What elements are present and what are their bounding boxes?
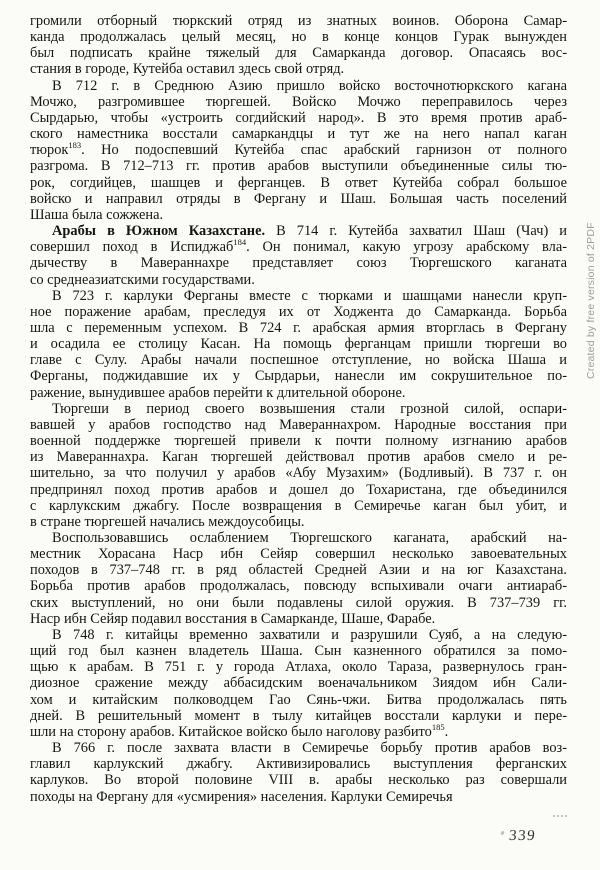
text-line xyxy=(30,29,567,45)
text-run: щий год был казнен владетель Шаша. Сын казненного обратился за помо- xyxy=(30,643,567,660)
text-run: ского наместника восстали самаркандцы и тут же на него напал каган xyxy=(30,126,567,143)
scan-artifact xyxy=(553,812,567,817)
text-run: из Мавераннахра. Каган тюргешей действовал против арабов смело и ре- xyxy=(30,449,567,466)
text-run: был подписать крайне тяжелый для Самарканда договор. Опасаясь вос- xyxy=(30,45,567,62)
text-line xyxy=(30,191,567,207)
text-line xyxy=(30,643,567,659)
text-line xyxy=(30,530,567,546)
text-run: карлуков. Во второй половине VIII в. арабы несколько раз совершали xyxy=(30,772,567,789)
text-line xyxy=(30,433,567,449)
text-line xyxy=(30,465,567,481)
text-run: ное поражение арабам, преследуя их от Ходжента до Самарканда. Борьба xyxy=(30,303,567,320)
text-run: В 723 г. карлуки Ферганы вместе с тюрками и шашцами нанесли круп- xyxy=(52,287,567,304)
text-line xyxy=(30,514,567,530)
text-line xyxy=(30,595,567,611)
text-line xyxy=(30,385,567,401)
text-line xyxy=(30,708,567,724)
text-line xyxy=(30,336,567,352)
text-line xyxy=(30,45,567,61)
text-run: ских выступлений, но они были подавлены силой оружия. В 737–739 гг. xyxy=(30,594,567,611)
text-line xyxy=(30,158,567,174)
inline-heading: Арабы в Южном Казахстане. xyxy=(52,223,266,240)
text-run: главе с Сулу. Арабы начали поспешное отступление, но войска Шаша и xyxy=(30,352,567,369)
text-line xyxy=(30,627,567,643)
text-run: . xyxy=(444,723,449,740)
text-run: дней. В решительный момент в тылу китайцев восстали карлуки и пере- xyxy=(30,707,567,724)
text-run: хом и китайским полководцем Гао Сянь-чжи. Битва продолжалась пять xyxy=(30,691,567,708)
text-line xyxy=(30,94,567,110)
text-line xyxy=(30,772,567,788)
text-run: Ферганы, поджидавшие их у Сырдарьи, нанесли им сокрушительное по- xyxy=(30,368,567,385)
text-run: вавшей у арабов господство над Мавераннахром. Народные восстания при xyxy=(30,416,567,433)
text-run: Шаша была сожжена. xyxy=(30,206,164,223)
text-run: . Он понимал, какую угрозу арабскому вла- xyxy=(246,239,567,256)
text-line xyxy=(30,78,567,94)
scan-artifact xyxy=(500,831,504,836)
text-run: войско и направил отряды в Фергану и Шаш. Большая часть поселений xyxy=(30,190,567,207)
text-line xyxy=(30,546,567,562)
footnote-reference: 184 xyxy=(233,237,247,248)
text-run: тюрок xyxy=(30,142,69,159)
text-line xyxy=(30,482,567,498)
text-run: дычеству в Мавераннахре представляет союз Тюргешского каганата xyxy=(30,255,567,272)
text-run: местник Хорасана Наср ибн Сейяр совершил несколько завоевательных xyxy=(30,546,567,563)
text-line xyxy=(30,449,567,465)
page-number: 339 xyxy=(508,828,537,844)
text-line xyxy=(30,142,567,158)
text-run: Наср ибн Сейяр подавил восстания в Самарканде, Шаше, Фарабе. xyxy=(30,610,436,627)
text-line xyxy=(30,175,567,191)
text-run: шла с переменным успехом. В 724 г. арабская армия вторглась в Фергану xyxy=(30,319,567,336)
text-run: разгрома. В 712–713 гг. против арабов выступили объединенные силы тю- xyxy=(30,158,567,175)
text-line xyxy=(30,724,567,740)
text-run: Воспользовавшись ослаблением Тюргешского каганата, арабский на- xyxy=(52,530,567,546)
text-line xyxy=(30,659,567,675)
text-line xyxy=(30,320,567,336)
text-line xyxy=(30,498,567,514)
text-run: В 748 г. китайцы временно захватили и разрушили Суяб, а на следую- xyxy=(52,626,567,643)
text-run: походов в 737–748 гг. в ряд областей Средней Азии и на юг Казахстана. xyxy=(30,562,567,579)
text-run: ражение, вынудившее арабов перейти к длительной обороне. xyxy=(30,384,406,401)
text-line xyxy=(30,126,567,142)
text-run: шительно, за что получил у арабов «Абу Музахим» (Бодливый). В 737 г. он xyxy=(30,465,567,482)
text-line xyxy=(30,239,567,255)
text-run: и осадила ее столицу Касан. На помощь ферганцам пришли тюргеши во xyxy=(30,336,567,353)
text-line xyxy=(30,368,567,384)
text-run: громили отборный тюркский отряд из знатных воинов. Оборона Самар- xyxy=(30,13,567,29)
text-run: рок, согдийцев, шашцев и ферганцев. В ответ Кутейба собрал большое xyxy=(30,174,567,191)
text-line xyxy=(30,562,567,578)
text-line xyxy=(30,272,567,288)
text-line xyxy=(30,740,567,756)
text-line xyxy=(30,13,567,29)
text-line xyxy=(30,756,567,772)
text-line xyxy=(30,401,567,417)
text-run: Сырдарью, чтобы «устроить согдийский народ». В это время против араб- xyxy=(30,109,567,126)
text-run: щью к арабам. В 751 г. у города Атлаха, около Тараза, развернулось гран- xyxy=(30,659,567,676)
text-run: диозное сражение между аббасидским военачальником Зиядом ибн Сали- xyxy=(30,675,567,692)
text-run: В 712 г. в Среднюю Азию пришло войско восточнотюркского кагана xyxy=(52,77,567,94)
text-line xyxy=(30,789,567,805)
text-line xyxy=(30,255,567,271)
text-run: в стране тюргешей начались междоусобицы. xyxy=(30,513,305,530)
page-text xyxy=(30,13,567,805)
text-line xyxy=(30,223,567,239)
text-run: походы на Фергану для «усмирения» населения. Карлуки Семиречья xyxy=(30,788,453,805)
text-run: предпринял поход против арабов и дошел до Тохаристана, где объединился xyxy=(30,481,567,498)
text-line xyxy=(30,578,567,594)
text-line xyxy=(30,675,567,691)
watermark-vertical-text: Created by free version of 2PDF xyxy=(585,222,597,379)
text-run: стания в городе, Кутейба оставил здесь свой отряд. xyxy=(30,61,345,78)
footnote-reference: 185 xyxy=(431,722,445,733)
text-line xyxy=(30,692,567,708)
text-run: военной поддержке тюргешей привели к почти полному изгнанию арабов xyxy=(30,433,567,450)
text-line xyxy=(30,207,567,223)
text-run: Тюргеши в период своего возвышения стали грозной силой, оспари- xyxy=(52,400,567,417)
text-run: В 714 г. Кутейба захватил Шаш (Чач) и xyxy=(265,223,567,240)
text-run: Мочжо, разгромившее тюргешей. Войско Мочжо переправилось через xyxy=(30,93,567,110)
text-line xyxy=(30,417,567,433)
text-run: шли на сторону арабов. Китайское войско было наголову разбито xyxy=(30,723,432,740)
text-run: совершил поход в Испиджаб xyxy=(30,239,234,256)
text-run: с карлукским джабгу. После возвращения в Семиречье каган был убит, и xyxy=(30,497,567,514)
text-line xyxy=(30,110,567,126)
text-run: . Но подоспевший Кутейба спас арабский гарнизон от полного xyxy=(81,142,567,159)
text-run: В 766 г. после захвата власти в Семиречье борьбу против арабов воз- xyxy=(52,740,567,757)
text-line xyxy=(30,304,567,320)
text-run: главил карлукский джабгу. Активизировались выступления ферганских xyxy=(30,756,567,773)
footnote-reference: 183 xyxy=(68,140,82,151)
text-line xyxy=(30,61,567,77)
text-line xyxy=(30,288,567,304)
text-run: со среднеазиатскими государствами. xyxy=(30,271,255,288)
text-line xyxy=(30,611,567,627)
text-run: канда продолжалась целый месяц, но в конце концов Гурак вынужден xyxy=(30,29,567,46)
text-run: Борьба против арабов продолжалась, повсюду вспыхивали очаги антиараб- xyxy=(30,578,567,595)
text-line xyxy=(30,352,567,368)
